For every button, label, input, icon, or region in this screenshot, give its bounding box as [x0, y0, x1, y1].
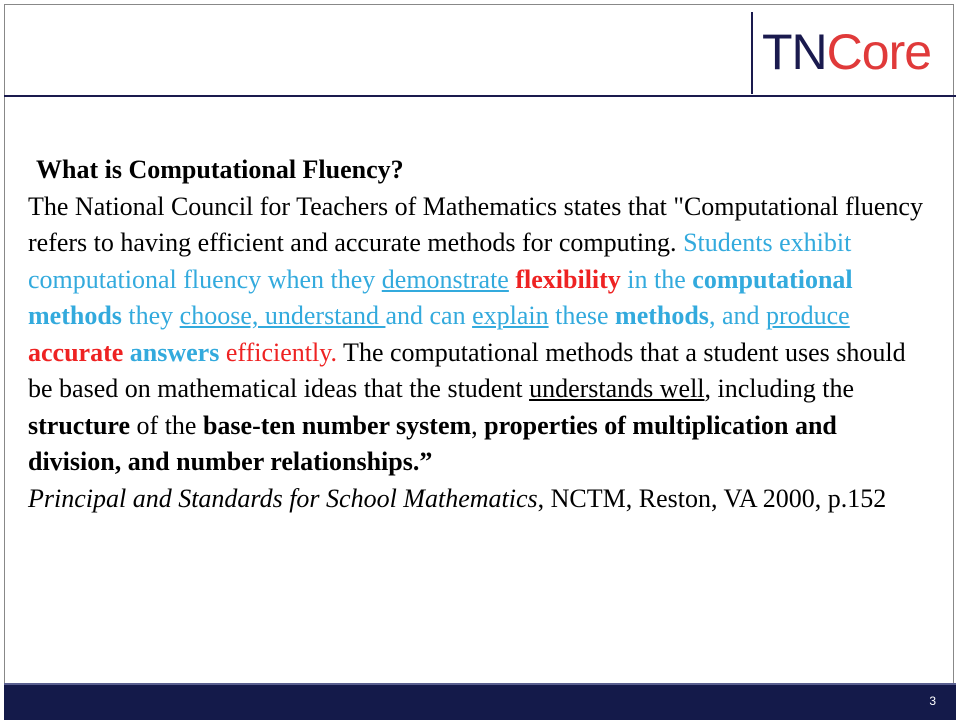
citation-title: Principal and Standards for School Mathematics	[28, 483, 538, 513]
quote-accurate: accurate	[28, 337, 124, 367]
quote-produce: produce	[765, 301, 850, 330]
slide-heading: What is Computational Fluency?	[36, 155, 404, 184]
header-rule	[4, 95, 956, 97]
quote-paragraph	[28, 189, 933, 481]
slide-body	[28, 152, 933, 517]
quote-students-exhibit: Students exhibit computational fluency when they	[28, 228, 852, 294]
quote-properties: properties of multiplication and division, and number relationships.”	[28, 410, 837, 476]
quote-efficiently: efficiently.	[219, 337, 338, 367]
citation-rest: , NCTM, Reston, VA 2000, p.152	[537, 483, 887, 513]
quote-computational-methods-student: The computational methods that a student uses should be based on mathematical ideas that the student	[28, 337, 906, 403]
quote-and: , and	[708, 301, 766, 330]
tncore-logo	[762, 22, 931, 82]
quote-methods: methods	[615, 301, 709, 330]
quote-explain: explain	[472, 301, 549, 330]
quote-in-the: in the	[620, 264, 693, 294]
quote-structure: structure	[28, 410, 131, 440]
quote-answers: answers	[129, 337, 220, 367]
quote-including-the: , including the	[704, 374, 855, 403]
quote-flexibility: flexibility	[515, 264, 621, 294]
quote-these: these	[548, 301, 616, 330]
citation	[28, 481, 933, 518]
quote-demonstrate: demonstrate	[381, 264, 509, 294]
logo-tn: TN	[762, 24, 827, 80]
quote-base-ten: base-ten number system	[202, 410, 472, 440]
quote-intro: The National Council for Teachers of Mathematics states that "Computational fluency refers to having efficient and accurate methods for computing.	[28, 191, 923, 257]
quote-of-the: of the	[130, 410, 203, 440]
logo-core: Core	[826, 24, 932, 80]
quote-understands-well: understands well	[529, 374, 705, 403]
quote-and-can: and can	[385, 301, 473, 330]
footer-bar	[4, 683, 956, 720]
quote-they: they	[121, 301, 180, 330]
page-number: 3	[929, 694, 936, 708]
logo-divider	[751, 12, 753, 94]
quote-choose-understand: choose, understand	[179, 301, 386, 330]
quote-computational-methods: computational methods	[28, 264, 853, 330]
quote-comma: ,	[471, 410, 485, 440]
